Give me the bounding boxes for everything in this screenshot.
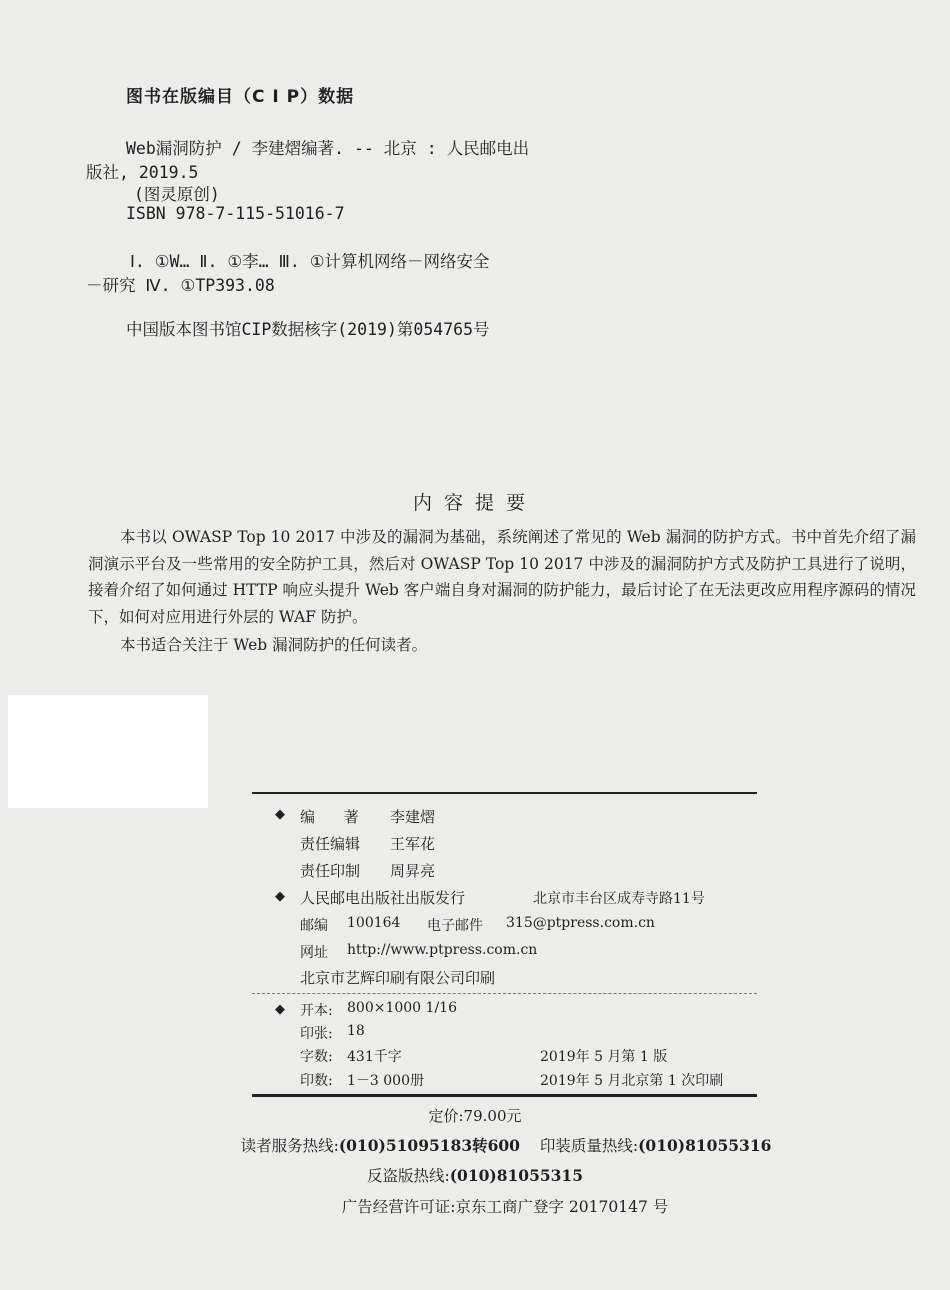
piracy-label: 反盗版热线:: [366, 1167, 450, 1185]
cip-record-number: 中国版本图书馆CIP数据核字(2019)第054765号: [126, 320, 490, 339]
words-label: 字数:: [300, 1049, 333, 1065]
cip-series: (图灵原创): [134, 185, 220, 204]
dashed-divider: [252, 993, 757, 994]
copies-label: 印数:: [300, 1073, 333, 1089]
sheets-label: 印张:: [300, 1026, 333, 1042]
website: http://www.ptpress.com.cn: [347, 942, 538, 958]
price-label: 定价:: [428, 1107, 464, 1125]
service-hotlines: [0, 1134, 950, 1156]
copies-value: 1－3 000册: [347, 1073, 424, 1089]
printer: 北京市艺辉印刷有限公司印刷: [300, 969, 496, 987]
ad-license-label: 广告经营许可证:: [341, 1198, 456, 1216]
publisher: 人民邮电出版社出版发行: [300, 889, 466, 907]
top-rule: [252, 792, 757, 794]
postcode: 100164: [347, 915, 401, 931]
bullet-icon: ◆: [275, 889, 285, 904]
publisher-address: 北京市丰台区成寿寺路11号: [533, 891, 705, 907]
cip-isbn: ISBN 978-7-115-51016-7: [126, 204, 345, 223]
piracy-hotline: [0, 1164, 950, 1186]
words-value: 431千字: [347, 1049, 402, 1065]
bottom-rule: [252, 1094, 757, 1097]
service-label: 读者服务热线:: [240, 1137, 339, 1155]
price-value: 79.00元: [463, 1107, 522, 1125]
bullet-icon: ◆: [275, 807, 285, 822]
print-supervisor-label: 责任印制: [300, 862, 361, 880]
cip-classification-2: －研究 Ⅳ. ①TP393.08: [86, 276, 275, 295]
ad-license-value: 京东工商广登字 20170147 号: [455, 1198, 669, 1216]
blank-label-patch: [8, 695, 208, 808]
cip-title: 图书在版编目（C I P）数据: [126, 87, 355, 107]
service-phone: (010)51095183转600: [338, 1136, 520, 1155]
postcode-label: 邮编: [300, 918, 328, 934]
quality-label: 印装质量热线:: [539, 1137, 639, 1155]
email-label: 电子邮件: [427, 918, 483, 934]
email: 315@ptpress.com.cn: [506, 915, 655, 931]
piracy-phone: (010)81055315: [449, 1166, 584, 1185]
cip-line-1: Web漏洞防护 / 李建熠编著. -- 北京 : 人民邮电出: [126, 139, 530, 158]
ad-license: [30, 1195, 950, 1217]
bullet-icon: ◆: [275, 1002, 285, 1017]
format-label: 开本:: [300, 1003, 333, 1019]
cip-classification-1: Ⅰ. ①W… Ⅱ. ①李… Ⅲ. ①计算机网络－网络安全: [130, 252, 490, 271]
printing: 2019年 5 月北京第 1 次印刷: [540, 1073, 724, 1089]
quality-phone: (010)81055316: [638, 1136, 772, 1155]
summary-audience: 本书适合关注于 Web 漏洞防护的任何读者。: [120, 636, 428, 654]
summary-title: 内容提要: [412, 492, 537, 514]
editor-name: 王军花: [390, 835, 436, 853]
edition: 2019年 5 月第 1 版: [540, 1049, 668, 1065]
format-value: 800×1000 1/16: [347, 1000, 457, 1016]
sheets-value: 18: [347, 1023, 365, 1039]
print-supervisor-name: 周昇亮: [390, 862, 436, 880]
author-label: 编 著: [300, 808, 371, 826]
cip-line-2: 版社, 2019.5: [86, 163, 199, 182]
author-name: 李建熠: [390, 808, 436, 826]
editor-label: 责任编辑: [300, 835, 361, 853]
price: [0, 1105, 950, 1126]
summary-paragraph: 本书以 OWASP Top 10 2017 中涉及的漏洞为基础，系统阐述了常见的 Web 漏洞的防护方式。书中首先介绍了漏洞演示平台及一些常用的安全防护工具，然后对 OWASP Top 10 2017 中涉及的漏洞防护方式及防护工具进行了说明，接着介绍了如何通过 HTTP 响应头提升 Web 客户端自身对漏洞的防护能力，最后讨论了在无法更改应用程序源码的情况下，如何对应用进行外层的 WAF 防护。: [88, 528, 916, 626]
website-label: 网址: [300, 945, 328, 961]
